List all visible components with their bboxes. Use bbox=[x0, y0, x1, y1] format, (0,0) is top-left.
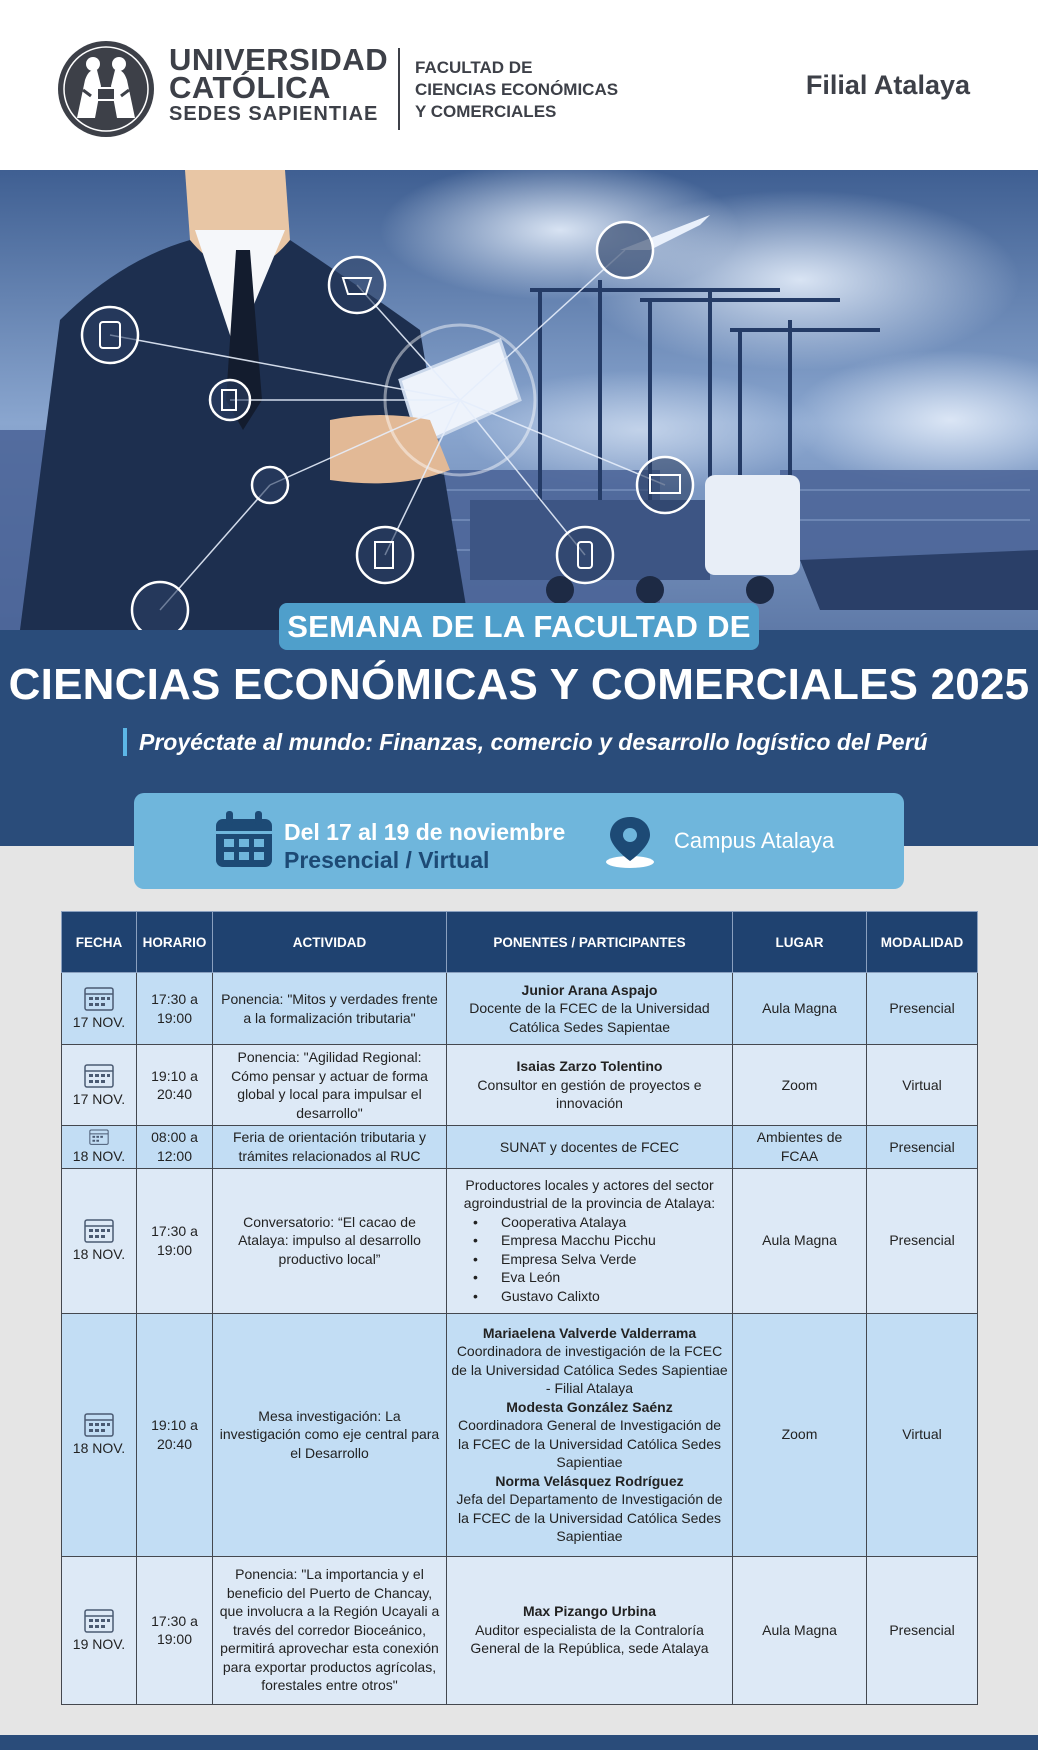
date-label: 19 NOV. bbox=[72, 1635, 126, 1652]
university-name-line2: CATÓLICA bbox=[169, 70, 331, 105]
participants-list bbox=[473, 1213, 728, 1306]
speaker-role: Docente de la FCEC de la Universidad Católica Sedes Sapientae bbox=[469, 1000, 710, 1035]
date-cell bbox=[62, 973, 137, 1045]
schedule-table bbox=[61, 911, 978, 1705]
hero-illustration bbox=[0, 170, 1038, 630]
participants-intro: Productores locales y actores del sector agroindustrial de la provincia de Atalaya: bbox=[463, 1176, 716, 1212]
date-cell bbox=[62, 1556, 137, 1704]
place-cell: Aula Magna bbox=[733, 1556, 867, 1704]
speakers-cell bbox=[447, 1556, 733, 1704]
event-date-range: Del 17 al 19 de noviembre bbox=[284, 819, 566, 845]
date-cell bbox=[62, 1045, 137, 1126]
speaker-name: Modesta González Saénz bbox=[506, 1398, 673, 1415]
date-label: 18 NOV. bbox=[72, 1246, 126, 1263]
date-cell bbox=[62, 1313, 137, 1556]
time-end: 19:00 bbox=[156, 1241, 193, 1258]
date-cell bbox=[62, 1126, 137, 1169]
speaker-name: Isaias Zarzo Tolentino bbox=[516, 1058, 663, 1075]
time-start: 17:30 a bbox=[151, 991, 198, 1007]
participants-cell bbox=[447, 1168, 733, 1313]
date-label: 18 NOV. bbox=[72, 1148, 126, 1164]
time-cell bbox=[137, 1126, 213, 1169]
time-end: 20:40 bbox=[156, 1435, 193, 1452]
activity-cell: Ponencia: "La importancia y el beneficio del Puerto de Chancay, que involucra a la Región Ucayali a través del corredor Bioceánico, permitirá aprovechar esta conexión para exportar productos agrícolas, forestales entre otros" bbox=[213, 1556, 447, 1704]
time-cell bbox=[137, 1556, 213, 1704]
event-info-box bbox=[134, 793, 904, 889]
filial-label: Filial Atalaya bbox=[805, 70, 970, 100]
time-cell bbox=[137, 1313, 213, 1556]
speakers-cell bbox=[447, 1313, 733, 1556]
bottom-bar bbox=[0, 1735, 1038, 1750]
column-header-ponentes: PONENTES / PARTICIPANTES bbox=[447, 912, 733, 973]
time-start: 17:30 a bbox=[151, 1612, 198, 1629]
university-name-line3: SEDES SAPIENTIAE bbox=[169, 103, 379, 125]
list-item: • Eva León bbox=[473, 1268, 728, 1287]
column-header-actividad: ACTIVIDAD bbox=[213, 912, 447, 973]
time-start: 19:10 a bbox=[151, 1067, 198, 1084]
university-seal-logo bbox=[57, 40, 155, 138]
speaker-name: Norma Velásquez Rodríguez bbox=[495, 1472, 684, 1489]
mode-cell: Presencial bbox=[867, 1168, 978, 1313]
activity-cell: Mesa investigación: La investigación como eje central para el Desarrollo bbox=[213, 1313, 447, 1556]
speaker-role: Coordinadora de investigación de la FCEC de la Universidad Católica Sedes Sapientiae - Filial Atalaya bbox=[451, 1343, 728, 1396]
event-main-title: CIENCIAS ECONÓMICAS Y COMERCIALES 2025 bbox=[8, 660, 1030, 709]
speaker-name: Max Pizango Urbina bbox=[522, 1603, 657, 1620]
speaker-role: Consultor en gestión de proyectos e innovación bbox=[477, 1076, 702, 1112]
time-end: 19:00 bbox=[156, 1631, 193, 1647]
faculty-line3: Y COMERCIALES bbox=[415, 102, 557, 121]
time-start: 17:30 a bbox=[151, 1223, 198, 1239]
time-cell bbox=[137, 1045, 213, 1126]
column-header-fecha: FECHA bbox=[62, 912, 137, 973]
speaker-role: Jefa del Departamento de Investigación de la FCEC de la Universidad Católica Sedes Sapientiae bbox=[456, 1491, 723, 1544]
calendar-icon bbox=[84, 1062, 114, 1088]
activity-cell: Ponencia: "Agilidad Regional: Cómo pensar y actuar de forma global y local para impulsar el desarrollo" bbox=[213, 1045, 447, 1126]
faculty-line1: FACULTAD DE bbox=[415, 58, 533, 77]
calendar-icon bbox=[88, 1128, 110, 1145]
university-name bbox=[169, 42, 389, 126]
calendar-icon bbox=[84, 1411, 114, 1437]
time-start: 08:00 a bbox=[151, 1129, 198, 1146]
calendar-icon bbox=[84, 1217, 114, 1243]
speaker-name: Junior Arana Aspajo bbox=[521, 981, 658, 998]
time-end: 20:40 bbox=[156, 1086, 193, 1102]
place-cell: Zoom bbox=[733, 1313, 867, 1556]
mode-cell: Presencial bbox=[867, 1556, 978, 1704]
table-row bbox=[62, 1126, 978, 1169]
list-item: • Cooperativa Atalaya bbox=[473, 1213, 728, 1232]
speaker-name: Mariaelena Valverde Valderrama bbox=[482, 1324, 697, 1341]
calendar-icon bbox=[84, 985, 114, 1011]
speakers-cell bbox=[447, 973, 733, 1045]
time-end: 12:00 bbox=[156, 1147, 193, 1164]
table-row bbox=[62, 973, 978, 1045]
speaker-role: Coordinadora General de Investigación de la FCEC de la Universidad Católica Sedes Sapientiae bbox=[457, 1417, 722, 1470]
university-name-line1: UNIVERSIDAD bbox=[169, 42, 389, 77]
calendar-icon bbox=[84, 1607, 114, 1633]
place-cell: Aula Magna bbox=[733, 973, 867, 1045]
place-cell: Aula Magna bbox=[733, 1168, 867, 1313]
date-cell bbox=[62, 1168, 137, 1313]
table-row bbox=[62, 1168, 978, 1313]
time-end: 19:00 bbox=[156, 1009, 193, 1026]
event-subtitle: Proyéctate al mundo: Finanzas, comercio y desarrollo logístico del Perú bbox=[123, 728, 928, 756]
time-cell bbox=[137, 973, 213, 1045]
participants-cell: SUNAT y docentes de FCEC bbox=[447, 1126, 733, 1169]
table-row bbox=[62, 1313, 978, 1556]
header-divider bbox=[398, 48, 400, 130]
place-cell: Zoom bbox=[733, 1045, 867, 1126]
activity-cell: Conversatorio: “El cacao de Atalaya: impulso al desarrollo productivo local” bbox=[213, 1168, 447, 1313]
mode-cell: Virtual bbox=[867, 1045, 978, 1126]
event-pill-label: SEMANA DE LA FACULTAD DE bbox=[279, 603, 759, 650]
hero-image bbox=[0, 170, 1038, 630]
mode-cell: Virtual bbox=[867, 1313, 978, 1556]
calendar-icon bbox=[214, 811, 274, 869]
column-header-modalidad: MODALIDAD bbox=[867, 912, 978, 973]
activity-cell: Feria de orientación tributaria y trámites relacionados al RUC bbox=[213, 1126, 447, 1169]
faculty-line2: CIENCIAS ECONÓMICAS bbox=[415, 80, 619, 99]
page-header bbox=[0, 0, 1038, 170]
faculty-name bbox=[415, 57, 618, 123]
date-label: 18 NOV. bbox=[72, 1440, 126, 1457]
list-item: • Empresa Selva Verde bbox=[473, 1250, 728, 1269]
event-campus: Campus Atalaya bbox=[674, 828, 835, 853]
table-row bbox=[62, 1045, 978, 1126]
mode-cell: Presencial bbox=[867, 973, 978, 1045]
speaker-role: Auditor especialista de la Contraloría General de la República, sede Atalaya bbox=[470, 1621, 709, 1657]
table-header-row bbox=[62, 912, 978, 973]
date-label: 17 NOV. bbox=[72, 1014, 126, 1031]
column-header-horario: HORARIO bbox=[137, 912, 213, 973]
location-pin-icon bbox=[604, 815, 656, 869]
table-row bbox=[62, 1556, 978, 1704]
time-start: 19:10 a bbox=[151, 1417, 198, 1433]
event-modality: Presencial / Virtual bbox=[284, 847, 490, 873]
time-cell bbox=[137, 1168, 213, 1313]
list-item: • Empresa Macchu Picchu bbox=[473, 1231, 728, 1250]
column-header-lugar: LUGAR bbox=[733, 912, 867, 973]
place-cell: Ambientes de FCAA bbox=[733, 1126, 867, 1169]
mode-cell: Presencial bbox=[867, 1126, 978, 1169]
list-item: • Gustavo Calixto bbox=[473, 1287, 728, 1306]
activity-cell: Ponencia: "Mitos y verdades frente a la formalización tributaria" bbox=[213, 973, 447, 1045]
date-label: 17 NOV. bbox=[72, 1090, 126, 1107]
speakers-cell bbox=[447, 1045, 733, 1126]
